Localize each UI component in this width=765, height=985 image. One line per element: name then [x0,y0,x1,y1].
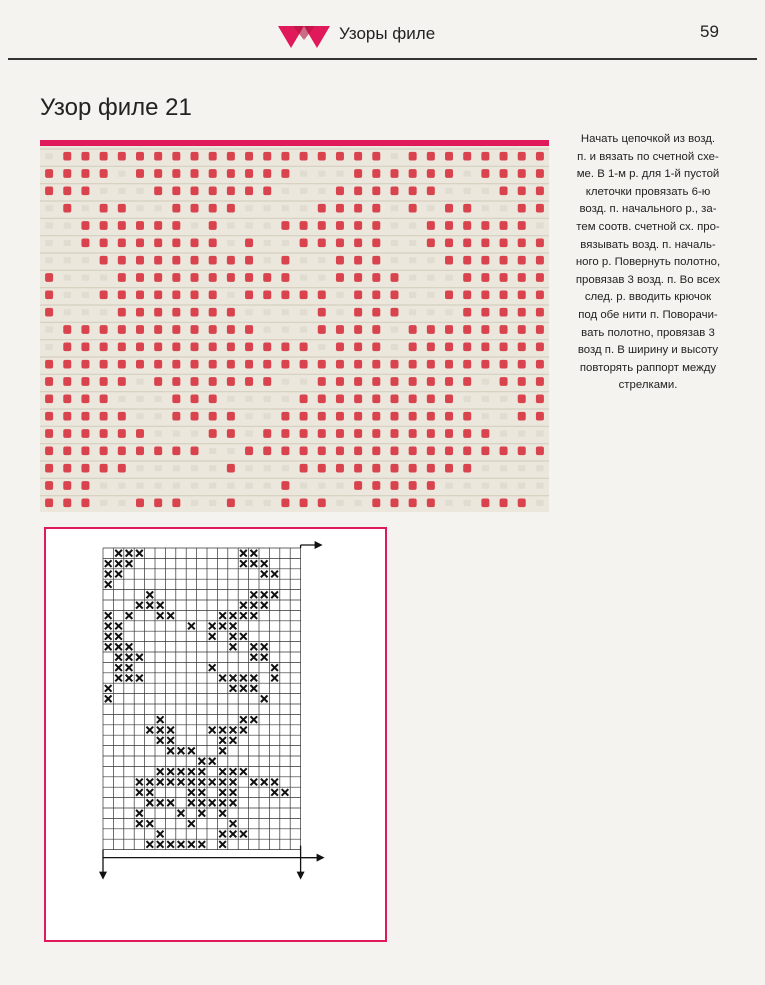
filet-chart [46,529,385,940]
cross-icon [105,612,112,619]
cross-icon [198,779,205,786]
cross-icon [188,820,195,827]
cross-icon [230,779,237,786]
cross-icon [261,779,268,786]
double-triangle-icon [278,26,330,50]
cross-icon [261,571,268,578]
cross-icon [167,727,174,734]
cross-icon [146,727,153,734]
cross-icon [209,664,216,671]
cross-icon [261,654,268,661]
cross-icon [136,789,143,796]
cross-icon [146,799,153,806]
instruction-line: ного р. Повернуть полотно, [575,256,721,269]
cross-icon [230,727,237,734]
cross-icon [198,768,205,775]
cross-icon [167,841,174,848]
cross-icon [240,550,247,557]
cross-icon [230,675,237,682]
cross-icon [115,550,122,557]
cross-icon [157,799,164,806]
cross-icon [271,571,278,578]
instruction-line: Начать цепочкой из возд. [580,133,716,145]
cross-icon [198,799,205,806]
cross-icon [250,716,257,723]
cross-icon [146,789,153,796]
cross-icon [188,768,195,775]
cross-icon [188,789,195,796]
cross-icon [157,602,164,609]
cross-icon [209,799,216,806]
cross-icon [167,747,174,754]
cross-icon [105,571,112,578]
cross-icon [219,799,226,806]
cross-icon [146,591,153,598]
cross-icon [136,810,143,817]
section-title: Узоры филе [339,24,436,43]
cross-icon [230,789,237,796]
cross-icon [115,633,122,640]
cross-icon [271,591,278,598]
page-header [0,0,765,62]
instruction-line: вязывать возд. п. началь- [580,238,716,251]
cross-icon [250,560,257,567]
instructions-text [557,131,739,395]
cross-icon [250,643,257,650]
cross-icon [115,571,122,578]
cross-icon [230,768,237,775]
cross-icon [230,737,237,744]
cross-icon [230,799,237,806]
cross-icon [240,612,247,619]
cross-icon [219,747,226,754]
cross-icon [261,602,268,609]
cross-icon [240,560,247,567]
cross-icon [250,685,257,692]
cross-icon [271,789,278,796]
cross-icon [271,664,278,671]
pattern-chart-frame [44,527,387,942]
cross-icon [219,612,226,619]
cross-icon [157,612,164,619]
cross-icon [198,758,205,765]
cross-icon [157,727,164,734]
cross-icon [209,727,216,734]
cross-icon [250,612,257,619]
cross-icon [126,675,133,682]
instruction-line: повторять раппорт между [579,361,717,374]
cross-icon [146,779,153,786]
cross-icon [115,664,122,671]
repeat-arrow-left-down [99,850,107,880]
cross-icon [240,602,247,609]
cross-icon [126,550,133,557]
cross-icon [250,779,257,786]
cross-icon [157,716,164,723]
cross-icon [115,560,122,567]
cross-icon [126,664,133,671]
cross-icon [240,633,247,640]
cross-icon [219,831,226,838]
repeat-arrow-right-down [297,846,305,880]
cross-icon [157,831,164,838]
instruction-line: возд п. В ширину и высоту [577,344,719,357]
instruction-line: п. и вязать по счетной схе- [577,150,719,163]
cross-icon [219,841,226,848]
cross-icon [240,831,247,838]
repeat-arrow-bottom-right [301,854,325,862]
cross-icon [126,560,133,567]
instruction-line: след. р. вводить крючок [584,291,712,304]
cross-icon [250,602,257,609]
cross-icon [230,831,237,838]
instruction-line: клеточки провязать 6-ю [585,185,711,198]
cross-icon [115,675,122,682]
cross-icon [178,779,185,786]
cross-icon [146,841,153,848]
cross-icon [105,695,112,702]
cross-icon [271,779,278,786]
cross-icon [271,675,278,682]
cross-icon [167,768,174,775]
instruction-line: провязав 3 возд. п. Во всех [575,273,721,286]
cross-icon [219,789,226,796]
cross-icon [167,799,174,806]
cross-icon [198,841,205,848]
cross-icon [250,654,257,661]
cross-icon [105,685,112,692]
instruction-line: возд. п. начального р., за- [579,203,717,216]
cross-icon [115,643,122,650]
cross-icon [261,695,268,702]
cross-icon [230,820,237,827]
cross-icon [209,633,216,640]
cross-icon [146,602,153,609]
cross-icon [230,612,237,619]
cross-icon [209,779,216,786]
cross-icon [126,612,133,619]
instruction-line: вать полотно, провязав 3 [581,326,715,339]
cross-icon [178,810,185,817]
cross-icon [167,737,174,744]
cross-icon [136,820,143,827]
instruction-line: тем соотв. счетной сх. про- [576,220,720,233]
cross-icon [105,581,112,588]
cross-icon [115,654,122,661]
header-divider [8,58,757,60]
cross-icon [219,675,226,682]
cross-icon [250,591,257,598]
cross-icon [250,550,257,557]
cross-icon [198,810,205,817]
cross-icon [157,841,164,848]
cross-icon [261,643,268,650]
cross-icon [105,633,112,640]
cross-icon [167,779,174,786]
cross-icon [105,560,112,567]
cross-icon [157,779,164,786]
cross-icon [230,685,237,692]
cross-icon [219,727,226,734]
cross-icon [188,779,195,786]
instruction-line: ме. В 1-м р. для 1-й пустой [576,168,720,181]
cross-icon [230,643,237,650]
repeat-arrow-top [301,541,323,549]
cross-icon [178,747,185,754]
cross-icon [198,789,205,796]
cross-icon [126,643,133,650]
cross-icon [136,654,143,661]
cross-icon [240,768,247,775]
cross-icon [209,758,216,765]
cross-icon [219,737,226,744]
cross-icon [157,768,164,775]
crochet-sample-photo [40,140,549,512]
cross-icon [240,675,247,682]
cross-icon [240,727,247,734]
cross-icon [136,779,143,786]
cross-icon [282,789,289,796]
cross-icon [136,602,143,609]
cross-icon [209,623,216,630]
cross-icon [188,841,195,848]
cross-icon [136,675,143,682]
cross-icon [261,591,268,598]
cross-icon [250,675,257,682]
cross-icon [105,623,112,630]
cross-icon [115,623,122,630]
cross-icon [240,685,247,692]
page-number: 59 [700,22,719,41]
cross-icon [240,716,247,723]
cross-icon [167,612,174,619]
pattern-title: Узор филе 21 [40,94,192,121]
instruction-line: стрелками. [618,379,678,392]
cross-icon [188,623,195,630]
cross-icon [230,623,237,630]
cross-icon [219,810,226,817]
cross-icon [178,841,185,848]
cross-icon [188,747,195,754]
cross-icon [188,799,195,806]
cross-icon [230,633,237,640]
cross-icon [219,623,226,630]
cross-icon [105,643,112,650]
cross-icon [261,560,268,567]
instruction-line: под обе нити п. Поворачи- [578,308,718,321]
cross-icon [157,737,164,744]
cross-icon [178,768,185,775]
cross-icon [219,779,226,786]
cross-icon [146,820,153,827]
cross-icon [126,654,133,661]
cross-icon [219,768,226,775]
cross-icon [136,550,143,557]
